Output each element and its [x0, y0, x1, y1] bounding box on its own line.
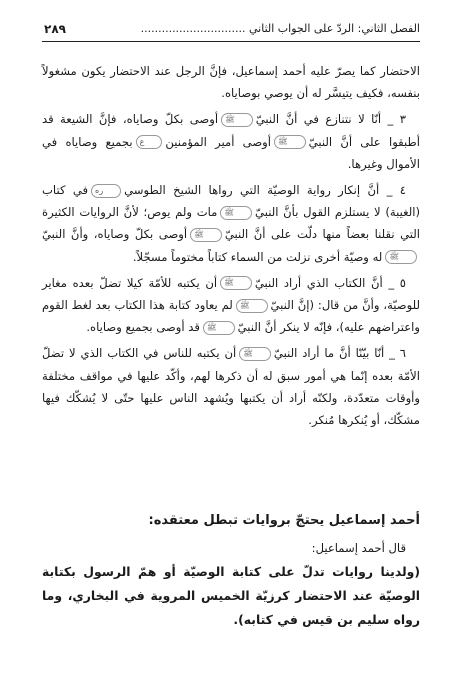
running-header: [42, 18, 420, 40]
paragraph-text: الاحتضار كما يصرّ عليه أحمد إسماعيل، فإنَّ الرجل عند الاحتضار يكون مشغولاً بنفسه، فكيف يتيسَّر له أن يوصي بوصاياه.: [42, 64, 420, 101]
paragraph-text: مات ولم يوص؛ لأنَّ الروايات الكثيرة التي نقلنا بعضاً منها دلّت على أنَّ النبيّ: [42, 205, 420, 242]
paragraph-text: لم يعاود كتابة هذا الكتاب بعد لغط القوم واعتراضهم عليه)، فإنّه لا ينكر أنَّ النبيّ: [42, 298, 420, 335]
chapter-title: الفصل الثاني: الردّ على الجواب الثاني ..............................: [140, 22, 420, 35]
block-quote: (ولدينا روايات تدلّ على كتابة الوصيّة أو همّ الرسول بكتابة الوصيّة عند الاحتضار كرزيّة الخميس المروية في البخاري، وما رواه سليم بن قيس في كتابه).: [42, 564, 420, 627]
paragraph: [42, 272, 420, 339]
paragraph-text: أوصى أمير المؤمنين: [165, 134, 271, 149]
quote-intro: قال أحمد إسماعيل:: [311, 541, 406, 555]
honorific-symbol: ﷺ: [239, 347, 271, 361]
honorific-symbol: ﷺ: [220, 206, 252, 220]
paragraph-text: أن يكتبه للناس في الكتاب الذي لا تضلّ الأمّة بعده إنّما هي أمور سبق له أن ذكرها لهم، وأكّد عليها في مواقف مختلفة وأوقات متعدّدة، ولكنّه أراد أن يكتبها ويُشهد الناس عليها حتّى لا يُشكّك فيها مشكّك، أو يُنكرها مُنكر.: [42, 346, 420, 428]
honorific-symbol: ﷺ: [190, 228, 222, 242]
paragraph-text: ٣ _ أنّا لا نتنازع في أنَّ النبيّ: [255, 112, 406, 127]
honorific-symbol: ﷺ: [220, 276, 252, 290]
paragraph-text: ٤ _ أنَّ إنكار رواية الوصيّة التي رواها الشيخ الطوسي: [124, 183, 406, 198]
honorific-symbol: ﷺ: [221, 113, 253, 127]
paragraph: [42, 108, 420, 175]
paragraph: [42, 342, 420, 431]
honorific-symbol: ﷺ: [236, 299, 268, 313]
paragraph-text: أن يكتبه للأمّة كيلا تضلّ بعده مغاير للوصيّة، وأنَّ من قال: (إنَّ النبيّ: [42, 275, 420, 313]
honorific-symbol: ع: [136, 135, 163, 149]
paragraph: [42, 179, 420, 268]
section-heading: أحمد إسماعيل يحتجّ بروايات تبطل معتقده:: [148, 513, 420, 528]
page-number: ٢٨٩: [44, 22, 66, 36]
paragraph-text: بجميع وصاياه في الأموال وغيرها.: [42, 134, 420, 171]
paragraph-text: ٦ _ أنّا بيّنّا أنَّ ما أراد النبيّ: [273, 346, 406, 361]
paragraph-text: في كتاب (الغيبة) لا يستلزم القول بأنَّ النبيّ: [42, 183, 420, 220]
paragraph: [42, 60, 420, 104]
paragraph-text: أوصى بكلّ وصاياه، وأنَّ النبيّ: [42, 227, 188, 242]
honorific-symbol: ﷺ: [385, 250, 417, 264]
honorific-symbol: ره: [91, 184, 121, 198]
paragraph-text: قد أوصى بجميع وصاياه.: [86, 320, 200, 335]
paragraph-text: أوصى بكلّ وصاياه، فإنَّ الشيعة قد أطبقوا على أنَّ النبيّ: [42, 112, 420, 149]
main-text: [42, 60, 420, 431]
paragraph-text: له وصيّة أخرى نزلت من السماء كتاباً مختوماً مسجّلاً.: [132, 249, 383, 264]
paragraph-text: ٥ _ أنَّ الكتاب الذي أراد النبيّ: [254, 275, 406, 290]
honorific-symbol: ﷺ: [274, 135, 306, 149]
header-rule: [42, 41, 420, 42]
honorific-symbol: ﷺ: [203, 321, 235, 335]
